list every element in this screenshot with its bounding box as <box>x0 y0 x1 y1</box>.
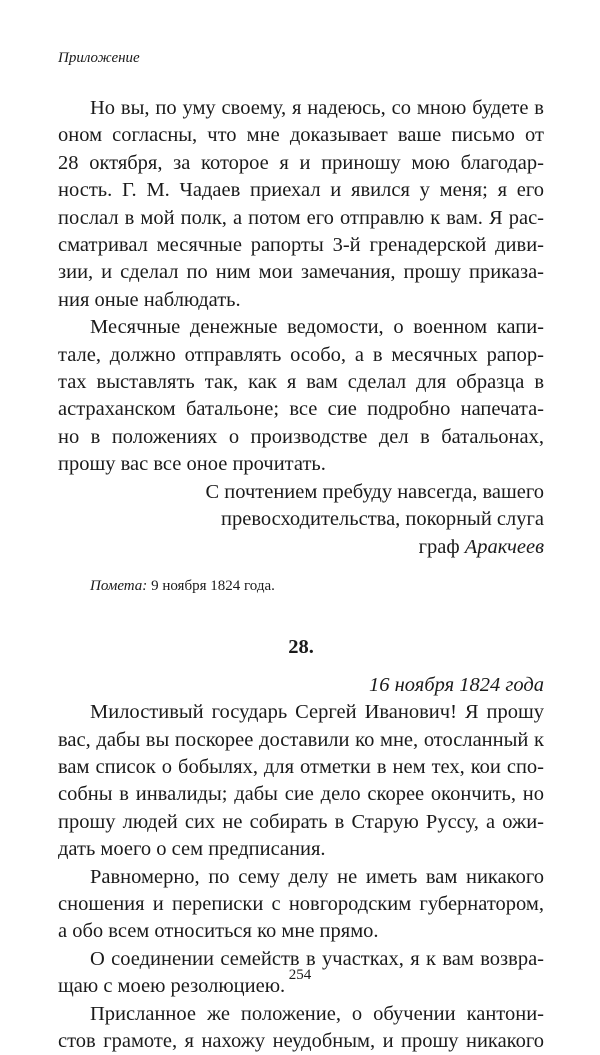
note-label: Помета: <box>90 577 148 594</box>
text-line: ния оные наблюдать. <box>58 288 241 311</box>
text-line: О соединении семейств в участках, я к вам возвра- <box>90 947 544 970</box>
annotation-note <box>58 573 544 600</box>
text-line: Месячные денежные ведомости, о военном капи- <box>90 316 544 339</box>
text-line: собны в инвалиды; дабы сие дело скорее окончить, но <box>58 783 544 806</box>
letter-date: 16 ноября 1824 года <box>369 673 544 696</box>
closing-line: превосходительства, покорный слуга <box>221 508 544 531</box>
text-line: послал в мой полк, а потом его отправлю к вам. Я рас- <box>58 206 544 229</box>
text-line: стов грамоте, я нахожу неудобным, и прошу никакого <box>58 1030 544 1052</box>
document-number: 28. <box>288 636 314 659</box>
text-line: оном согласны, что мне доказывает ваше письмо от <box>58 124 544 147</box>
text-line: Но вы, по уму своему, я надеюсь, со мною будете в <box>90 97 544 119</box>
paragraph <box>58 95 544 314</box>
signature-name: Аракчеев <box>464 535 544 558</box>
text-line: сношения и переписки с новгородским губернатором, <box>58 892 544 915</box>
text-line: Милостивый государь Сергей Иванович! Я прошу <box>90 701 544 724</box>
paragraph <box>58 864 544 946</box>
text-line: тале, должно отправлять особо, а в месячных рапор- <box>58 343 544 366</box>
closing-line: С почтением пребуду навсегда, вашего <box>205 480 544 503</box>
text-line: Присланное же положение, о обучении кантони- <box>90 1002 544 1025</box>
text-line: 28 октября, за которое я и приношу мою благодар- <box>58 151 544 174</box>
text-line: зии, и сделал по ним мои замечания, прошу приказа- <box>58 261 544 284</box>
signature-line <box>58 534 544 561</box>
text-line: дать моего о сем предписания. <box>58 838 326 861</box>
text-line: а обо всем относиться ко мне прямо. <box>58 920 379 943</box>
text-line: тах выставлять так, как я вам сделал для образца в <box>58 371 544 394</box>
text-line: астраханском батальоне; все сие подробно напечата- <box>58 398 544 421</box>
text-line: ность. Г. М. Чадаев приехал и явился у меня; я его <box>58 179 544 202</box>
text-line: вам список о бобылях, для отметки в нем тех, кои спо- <box>58 755 544 778</box>
text-line: прошу вас все оное прочитать. <box>58 453 326 476</box>
note-text: 9 ноября 1824 года. <box>151 577 275 594</box>
text-line: прошу людей сих не собирать в Старую Руссу, а ожи- <box>58 810 544 833</box>
text-line: но в положениях о производстве дел в батальонах, <box>58 425 544 448</box>
text-line: сматривал месячные рапорты 3-й гренадерской диви- <box>58 234 544 257</box>
text-line: щаю с моею резолюциею. <box>58 975 286 998</box>
page-number: 254 <box>288 967 312 983</box>
running-head: Приложение <box>58 50 140 66</box>
signature-title: граф <box>418 535 460 558</box>
paragraph <box>58 1001 544 1055</box>
text-line: Равномерно, по сему делу не иметь вам никакого <box>90 865 544 888</box>
paragraph <box>58 314 544 478</box>
page-body <box>58 95 544 1055</box>
text-line: вас, дабы вы поскорее доставили ко мне, отосланный к <box>58 728 544 751</box>
paragraph <box>58 699 544 863</box>
signature-block <box>58 479 544 561</box>
